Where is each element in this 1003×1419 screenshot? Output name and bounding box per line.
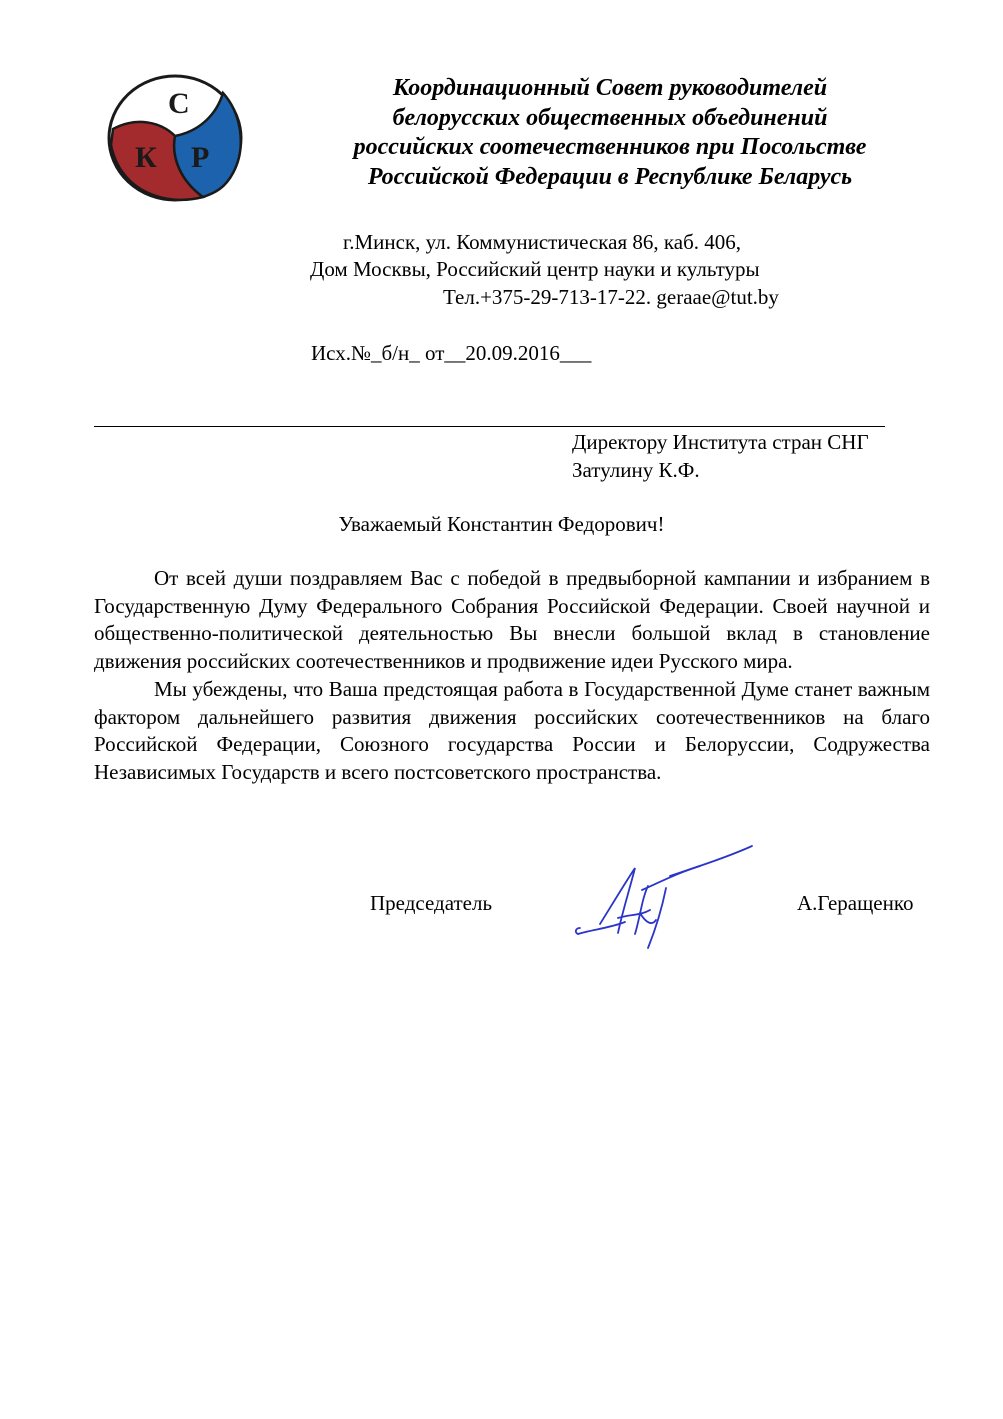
letter-body (94, 565, 930, 787)
org-line: Координационный Совет руководителей (392, 75, 828, 101)
signatory-title: Председатель (370, 891, 493, 915)
header-divider (94, 426, 885, 427)
org-line: российских соотечественников при Посольстве (353, 134, 867, 160)
signature-icon (570, 838, 770, 958)
logo-letter-r: Р (191, 141, 210, 174)
signatory-name: А.Геращенко (797, 891, 914, 915)
organization-name (300, 74, 920, 192)
handwritten-signature (570, 838, 770, 958)
org-line: Российской Федерации в Республике Беларусь (367, 163, 853, 190)
body-paragraph: От всей души поздравляем Вас с победой в предвыборной кампании и избранием в Государственную Думу Федерального Собрания Российской Федерации. Своей научной и общественно-политической деятельностью Вы внесли большой вклад в становление движения российских соотечественников и продвижение идеи Русского мира. (94, 566, 930, 674)
logo-emblem-icon (105, 73, 245, 203)
logo-letter-s: С (168, 87, 190, 120)
outgoing-reference: Исх.№_б/н_ от__20.09.2016___ (311, 341, 592, 365)
body-paragraph: Мы убеждены, что Ваша предстоящая работа в Государственной Думе станет важным фактором дальнейшего развития движения российских соотечественников на благо Российской Федерации, Союзного государства России и Белоруссии, Содружества Независимых Государств и всего постсоветского пространства. (94, 676, 930, 784)
salutation: Уважаемый Константин Федорович! (338, 512, 665, 536)
recipient-name: Затулину К.Ф. (572, 458, 700, 482)
address-line: г.Минск, ул. Коммунистическая 86, каб. 406, (343, 230, 742, 254)
logo-letter-k: К (135, 141, 157, 174)
contact-line: Тел.+375-29-713-17-22. geraae@tut.by (443, 285, 779, 309)
organization-logo (105, 73, 245, 203)
address-line: Дом Москвы, Российский центр науки и культуры (310, 257, 760, 281)
recipient-position: Директору Института стран СНГ (572, 430, 869, 454)
org-line: белорусских общественных объединений (392, 104, 828, 131)
recipient-block (572, 428, 869, 484)
